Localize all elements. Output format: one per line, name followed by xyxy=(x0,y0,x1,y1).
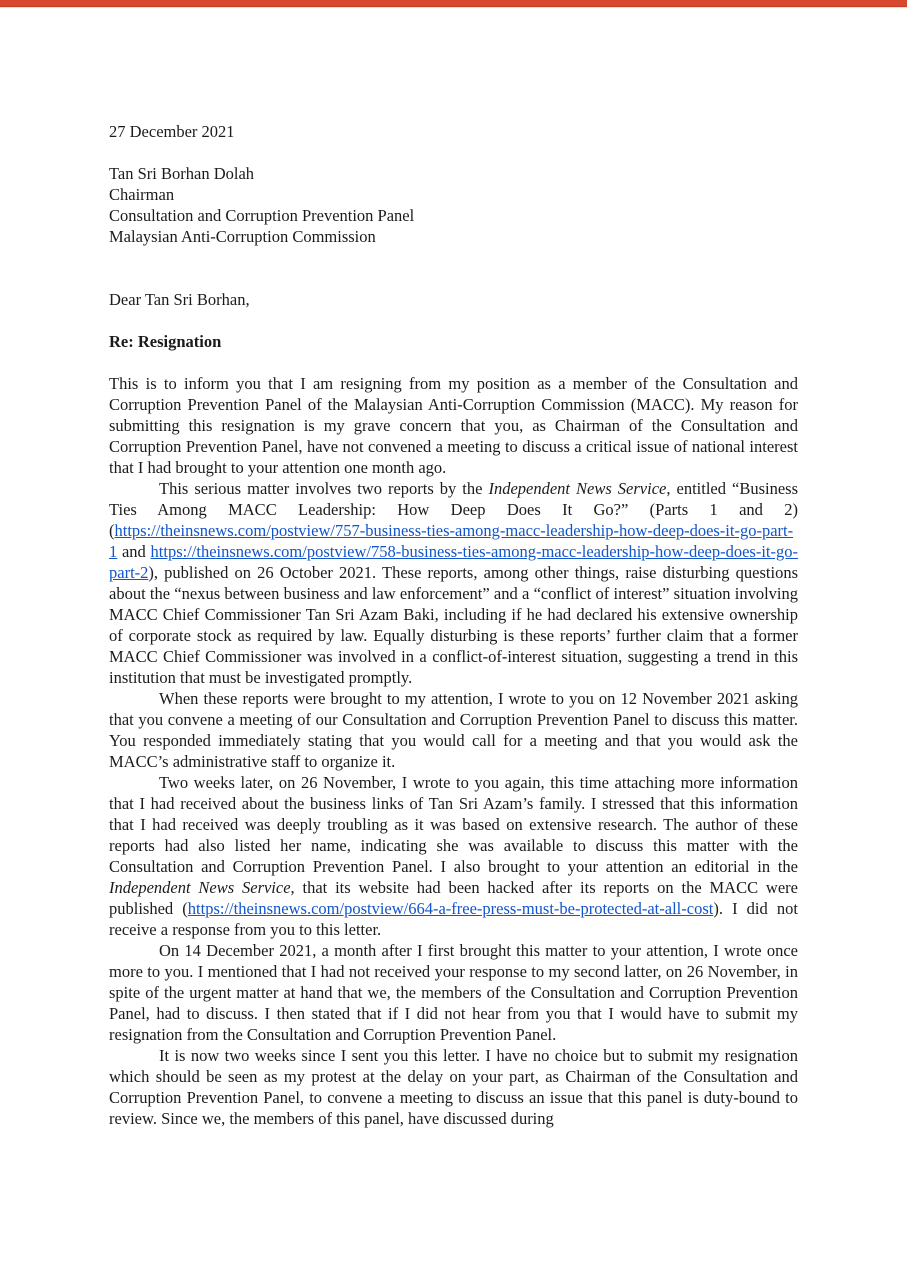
text-run: This is to inform you that I am resigning from my position as a member of the Consultation and Corruption Prevention Panel of the Malaysian Anti-Corruption Commission (MACC). My reason for submitting this resignation is my grave concern that you, as Chairman of the Consultation and Corruption Prevention Panel, have not convened a meeting to discuss a critical issue of national interest that I had brought to your attention one month ago. xyxy=(109,374,798,477)
paragraph xyxy=(109,940,798,1045)
subject-line: Re: Resignation xyxy=(109,332,222,351)
recipient-organization: Malaysian Anti-Corruption Commission xyxy=(109,227,376,246)
paragraph xyxy=(109,772,798,940)
text-run: Two weeks later, on 26 November, I wrote to you again, this time attaching more information that I had received about the business links of Tan Sri Azam’s family. I stressed that this information that I had received was deeply troubling as it was based on extensive research. The author of these reports had also listed her name, indicating she was available to discuss this matter with the Consultation and Corruption Prevention Panel. I also brought to your attention an editorial in the xyxy=(109,773,798,876)
hyperlink[interactable]: https://theinsnews.com/postview/664-a-free-press-must-be-protected-at-all-cost xyxy=(187,899,714,918)
top-accent-bar xyxy=(0,0,907,8)
publication-name: Independent News Service xyxy=(109,878,291,897)
text-run: , that its website had been hacked after its reports on the MACC were published ( xyxy=(109,878,798,918)
recipient-block xyxy=(109,163,798,247)
text-run: ), published on 26 October 2021. These reports, among other things, raise disturbing questions about the “nexus between business and law enforcement” and a “conflict of interest” situation involving MACC Chief Commissioner Tan Sri Azam Baki, including if he had declared his extensive ownership of corporate stock as required by law. Equally disturbing is these reports’ further claim that a former MACC Chief Commissioner was involved in a conflict-of-interest situation, suggesting a trend in this institution that must be investigated promptly. xyxy=(109,563,798,687)
publication-name: Independent News Service xyxy=(488,479,667,498)
salutation: Dear Tan Sri Borhan, xyxy=(109,290,250,309)
recipient-panel: Consultation and Corruption Prevention Panel xyxy=(109,206,415,225)
date-line: 27 December 2021 xyxy=(109,122,235,141)
text-run: This serious matter involves two reports by the xyxy=(159,479,489,498)
hyperlink[interactable]: https://theinsnews.com/postview/757-business-ties-among-macc-leadership-how-deep-does-it-go-part-1 xyxy=(109,521,794,561)
letter-page xyxy=(0,8,907,1129)
letter-body xyxy=(109,373,798,1129)
text-run: ). I did not receive a response from you to this letter. xyxy=(109,899,798,939)
paragraph xyxy=(109,478,798,688)
text-run: It is now two weeks since I sent you this letter. I have no choice but to submit my resignation which should be seen as my protest at the delay on your part, as Chairman of the Consultation and Corruption Prevention Panel, to convene a meeting to discuss an issue that this panel is duty-bound to review. Since we, the members of this panel, have discussed during xyxy=(109,1046,798,1128)
text-run: , entitled “Business Ties Among MACC Leadership: How Deep Does It Go?” (Parts 1 and 2) ( xyxy=(109,479,798,540)
text-run: On 14 December 2021, a month after I first brought this matter to your attention, I wrote once more to you. I mentioned that I had not received your response to my second latter, on 26 November, in spite of the urgent matter at hand that we, the members of the Consultation and Corruption Prevention Panel, had to discuss. I then stated that if I did not hear from you that I would have to submit my resignation from the Consultation and Corruption Prevention Panel. xyxy=(109,941,798,1044)
paragraph xyxy=(109,688,798,772)
text-run: When these reports were brought to my attention, I wrote to you on 12 November 2021 asking that you convene a meeting of our Consultation and Corruption Prevention Panel to discuss this matter. You responded immediately stating that you would call for a meeting and that you would ask the MACC’s administrative staff to organize it. xyxy=(109,689,798,771)
paragraph xyxy=(109,373,798,478)
hyperlink[interactable]: https://theinsnews.com/postview/758-business-ties-among-macc-leadership-how-deep-does-it-go-part-2 xyxy=(109,542,798,582)
recipient-title: Chairman xyxy=(109,185,175,204)
text-run: and xyxy=(117,542,151,561)
recipient-name: Tan Sri Borhan Dolah xyxy=(109,164,255,183)
paragraph xyxy=(109,1045,798,1129)
